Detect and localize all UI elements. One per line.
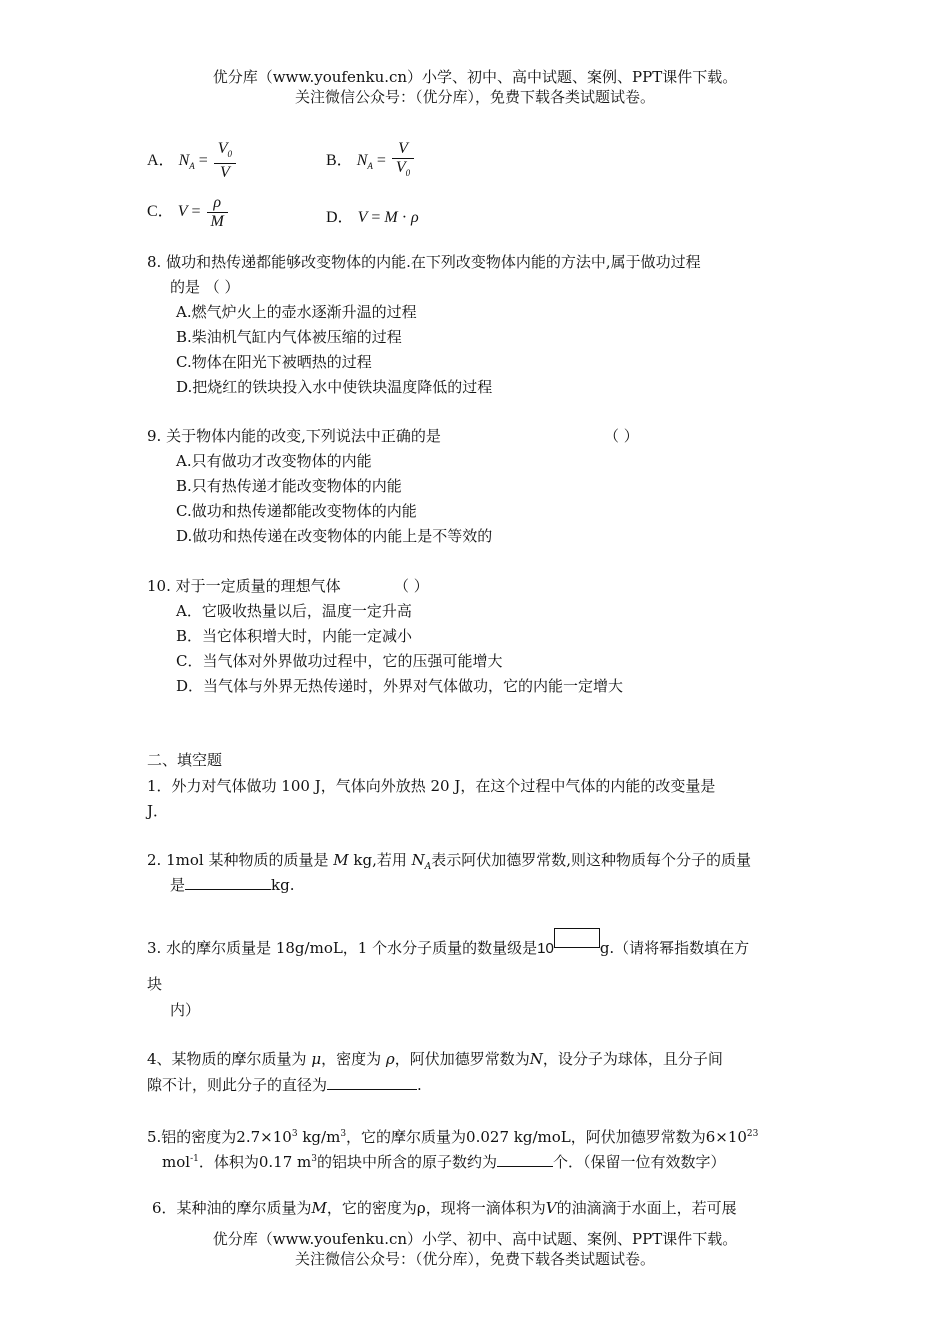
text: 个．（保留一位有效数字） xyxy=(552,1153,726,1171)
sub: 0 xyxy=(227,149,233,160)
page-footer-line1: 优分库（www.youfenku.cn）小学、初中、高中试题、案例、PPT课件下载。 xyxy=(212,1230,738,1248)
answer-blank[interactable] xyxy=(497,1166,553,1167)
numerator: V xyxy=(217,140,228,157)
q8-option-d: D.把烧红的铁块投入水中使铁块温度降低的过程 xyxy=(176,378,493,396)
var: M xyxy=(384,209,398,226)
option-label: D． xyxy=(326,209,354,226)
fill-q1-line2: J． xyxy=(147,802,169,820)
fill-q2-line1 xyxy=(147,850,751,877)
q8-option-a: A.燃气炉火上的壶水逐渐升温的过程 xyxy=(176,303,417,321)
var: N xyxy=(411,851,425,869)
q10-option-b: B．当它体积增大时，内能一定减小 xyxy=(176,627,413,645)
q7-option-c: C． V = $\frac{\rho}{M}$ xyxy=(147,194,230,231)
sup: -1 xyxy=(190,1154,199,1164)
fill-q4-line1 xyxy=(147,1049,723,1069)
fill-q1-line1: 1．外力对气体做功 100 J，气体向外放热 20 J，在这个过程中气体的内能的改变量是 xyxy=(147,777,716,795)
text: 4、某物质的摩尔质量为 xyxy=(147,1050,307,1068)
var: M xyxy=(311,1199,327,1217)
q10-answer-paren: （ ） xyxy=(394,577,429,595)
text: 的油滴滴于水面上，若可展 xyxy=(556,1199,737,1217)
q8-stem-line1: 8. 做功和热传递都能够改变物体的内能.在下列改变物体内能的方法中,属于做功过程 xyxy=(147,253,701,271)
option-label: C． xyxy=(147,203,174,221)
denominator: V xyxy=(395,159,406,176)
sub: A xyxy=(189,160,195,171)
q7-option-d: D． V = M · ρ xyxy=(326,209,419,226)
numerator: V xyxy=(392,140,414,159)
sup: 3 xyxy=(291,1129,298,1139)
denominator: V xyxy=(220,164,230,182)
var: V xyxy=(545,1199,557,1217)
q9-option-b: B.只有热传递才能改变物体的内能 xyxy=(176,477,402,495)
text: 3. 水的摩尔质量是 18g/moL，1 个水分子质量的数量级是 xyxy=(147,939,538,957)
option-label: A． xyxy=(147,151,175,169)
text: kg/m xyxy=(297,1128,341,1146)
text: ，设分子为球体，且分子间 xyxy=(542,1050,723,1068)
text: mol xyxy=(162,1153,191,1171)
fill-q5-line2 xyxy=(162,1149,726,1172)
q10-option-a: A．它吸收热量以后，温度一定升高 xyxy=(176,602,412,620)
text: ．体积为0.17 m xyxy=(198,1153,312,1171)
base-ten: 10 xyxy=(537,940,554,957)
q9-option-d: D.做功和热传递在改变物体的内能上是不等效的 xyxy=(176,527,493,545)
fill-q3-line2: 块 xyxy=(147,975,163,993)
text: 2. 1mol 某种物质的质量是 xyxy=(147,851,329,869)
var: N xyxy=(356,151,368,169)
text: 隙不计，则此分子的直径为 xyxy=(147,1076,328,1094)
sub: A xyxy=(424,862,432,872)
q9-option-a: A.只有做功才改变物体的内能 xyxy=(176,452,372,470)
numerator: ρ xyxy=(207,194,228,213)
var: ρ xyxy=(411,209,419,226)
fill-q5-line1 xyxy=(147,1124,758,1147)
text: 是 xyxy=(170,876,186,894)
page-header-line2: 关注微信公众号：（优分库），免费下载各类试题试卷。 xyxy=(294,88,655,106)
fraction xyxy=(214,140,236,182)
text: kg. xyxy=(271,876,295,894)
denominator: M xyxy=(210,213,224,230)
text: ，密度为 xyxy=(321,1050,382,1068)
fraction xyxy=(207,194,228,231)
q9-stem: 9. 关于物体内能的改变,下列说法中正确的是 xyxy=(147,427,441,445)
text: ，阿伏加德罗常数为 xyxy=(394,1050,530,1068)
sub: A xyxy=(367,160,373,171)
q7-option-b: B． $N_A$ = $\frac{V}{V_0}$ xyxy=(326,140,416,182)
sup: 23 xyxy=(746,1129,759,1139)
sup: 3 xyxy=(311,1154,317,1164)
var: ρ xyxy=(416,1199,426,1217)
var: V xyxy=(177,203,188,221)
var: N xyxy=(529,1050,543,1068)
q10-stem: 10. 对于一定质量的理想气体 xyxy=(147,577,341,595)
text: 5.铝的密度为2.7×10 xyxy=(147,1128,292,1146)
text: g.（请将幂指数填在方 xyxy=(599,939,750,957)
fill-q6-line1 xyxy=(152,1198,737,1218)
fill-q4-line2 xyxy=(147,1075,422,1095)
q7-option-a: A． $N_A$ = $\frac{V_0}{V}$ xyxy=(147,140,238,182)
fill-q3-line1 xyxy=(147,938,749,959)
q9-option-c: C.做功和热传递都能改变物体的内能 xyxy=(176,502,417,520)
sub: 0 xyxy=(405,168,411,179)
q10-option-d: D．当气体与外界无热传递时，外界对气体做功，它的内能一定增大 xyxy=(176,677,624,695)
section-title: 二、填空题 xyxy=(147,751,223,769)
text: ，现将一滴体积为 xyxy=(425,1199,546,1217)
option-label: B． xyxy=(326,151,353,169)
q8-stem-line2: 的是 （ ） xyxy=(170,278,240,296)
answer-blank[interactable] xyxy=(327,1089,417,1090)
var: μ xyxy=(311,1050,322,1068)
text: ，它的密度为 xyxy=(326,1199,417,1217)
answer-blank[interactable] xyxy=(185,889,271,890)
page-footer-line2: 关注微信公众号：（优分库），免费下载各类试题试卷。 xyxy=(294,1250,655,1268)
q8-option-b: B.柴油机气缸内气体被压缩的过程 xyxy=(176,328,402,346)
var: N xyxy=(178,151,190,169)
exponent-box[interactable] xyxy=(554,928,600,948)
text: kg,若用 xyxy=(353,851,407,869)
text: ，它的摩尔质量为0.027 kg/moL，阿伏加德罗常数为6×10 xyxy=(346,1128,747,1146)
q10-option-c: C．当气体对外界做功过程中，它的压强可能增大 xyxy=(176,652,503,670)
var: ρ xyxy=(385,1050,395,1068)
sup: 3 xyxy=(340,1129,347,1139)
var: M xyxy=(333,851,349,869)
page-header-line1: 优分库（www.youfenku.cn）小学、初中、高中试题、案例、PPT课件下载。 xyxy=(212,68,738,86)
q8-option-c: C.物体在阳光下被晒热的过程 xyxy=(176,353,372,371)
fill-q2-line2 xyxy=(170,875,294,895)
text: 的铝块中所含的原子数约为 xyxy=(316,1153,497,1171)
text: . xyxy=(417,1076,422,1094)
text: 6．某种油的摩尔质量为 xyxy=(152,1199,312,1217)
fill-q3-line3: 内） xyxy=(170,1001,201,1019)
q9-answer-paren: （ ） xyxy=(604,427,639,445)
var: V xyxy=(357,209,368,226)
text: 表示阿伏加德罗常数,则这种物质每个分子的质量 xyxy=(431,851,752,869)
fraction xyxy=(392,140,414,182)
